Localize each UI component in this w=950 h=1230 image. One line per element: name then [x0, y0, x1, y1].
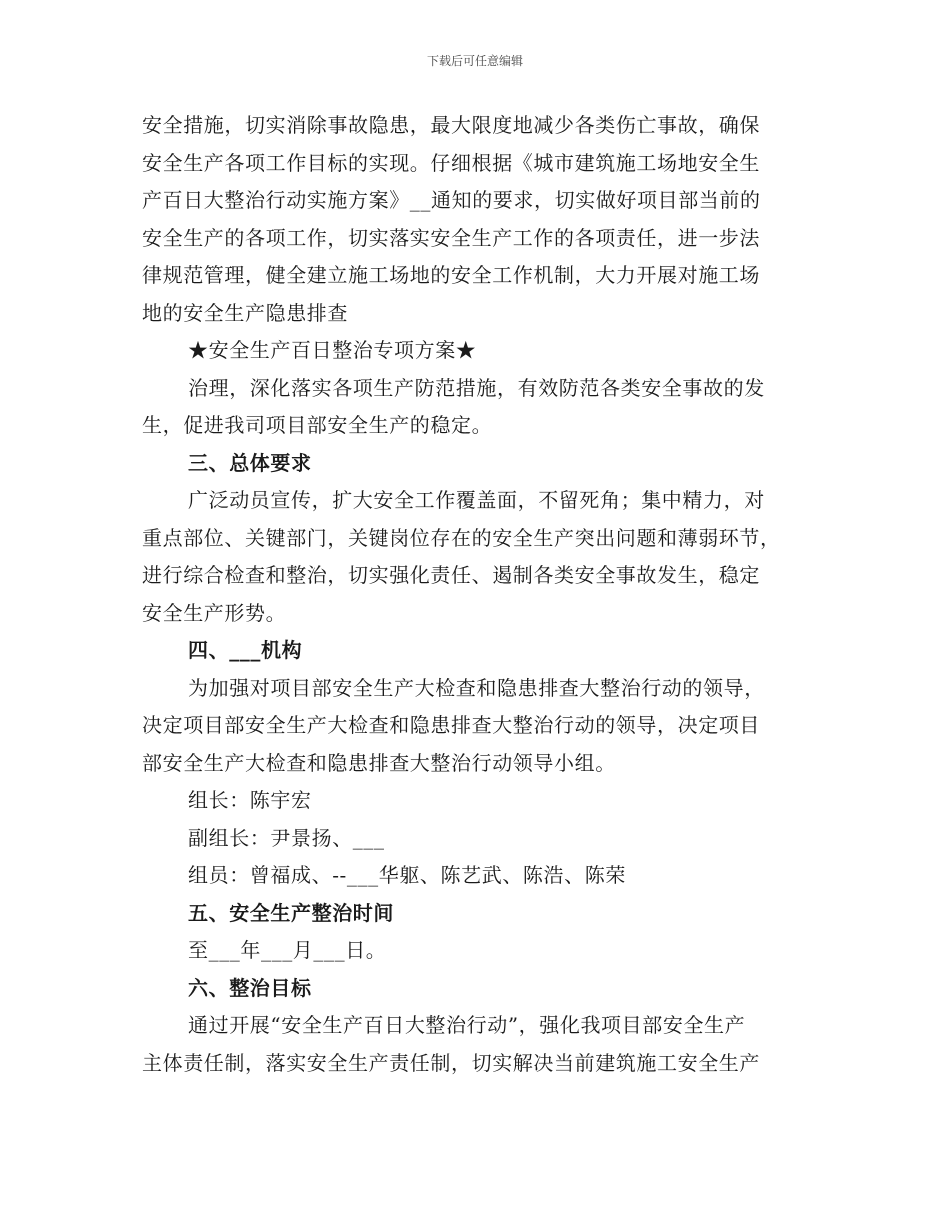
text-line: 重点部位、关键部门，关键岗位存在的安全生产突出问题和薄弱环节，: [142, 525, 781, 550]
document-body: [142, 107, 814, 1082]
text-line: 决定项目部安全生产大检查和隐患排查大整治行动的领导，决定项目: [142, 713, 760, 737]
paragraph-1: [142, 107, 814, 332]
star-title: ★安全生产百日整治专项方案★: [188, 338, 477, 362]
text-line: 主体责任制，落实安全生产责任制，切实解决当前建筑施工安全生产: [142, 1050, 760, 1075]
text-line: 律规范管理，健全建立施工场地的安全工作机制，大力开展对施工场: [142, 263, 760, 287]
leader-line: 组长：陈宇宏: [188, 788, 312, 812]
text-line: 生，促进我司项目部安全生产的稳定。: [142, 413, 493, 437]
paragraph-2: [142, 370, 814, 445]
text-line: 安全生产形势。: [142, 600, 287, 625]
text-line: 安全生产各项工作目标的实现。仔细根据《城市建筑施工场地安全生: [142, 150, 760, 175]
paragraph-4: [142, 670, 814, 783]
text-line: 部安全生产大检查和隐患排查大整治行动领导小组。: [142, 750, 616, 775]
section-3-heading: 三、总体要求: [188, 450, 312, 475]
text-line: 治理，深化落实各项生产防范措施，有效防范各类安全事故的发: [188, 375, 765, 400]
time-line: 至___年___月___日。: [188, 938, 387, 962]
text-line: 为加强对项目部安全生产大检查和隐患排查大整治行动的领导，: [188, 675, 765, 700]
text-line: 安全措施，切实消除事故隐患，最大限度地减少各类伤亡事故，确保: [142, 113, 760, 137]
text-line: 地的安全生产隐患排查: [142, 300, 348, 325]
deputy-leader-line: 副组长：尹景扬、___: [188, 825, 385, 850]
text-line: 广泛动员宣传，扩大安全工作覆盖面，不留死角；集中精力，对: [188, 488, 765, 512]
paragraph-6: [142, 1007, 814, 1082]
text-line: 安全生产的各项工作，切实落实安全生产工作的各项责任，进一步法: [142, 225, 760, 250]
text-line: 进行综合检查和整治，切实强化责任、遏制各类安全事故发生，稳定: [142, 563, 760, 587]
page-header-note: 下载后可任意编辑: [426, 54, 523, 68]
text-line: 通过开展“安全生产百日大整治行动”，强化我项目部安全生产: [188, 1013, 746, 1037]
text-line: 产百日大整治行动实施方案》__通知的要求，切实做好项目部当前的: [142, 188, 761, 212]
section-6-heading: 六、整治目标: [188, 975, 312, 1000]
paragraph-3: [142, 482, 814, 632]
members-line: 组员：曾福成、--___华躯、陈艺武、陈浩、陈荣: [188, 863, 626, 887]
section-5-heading: 五、安全生产整治时间: [188, 900, 394, 925]
section-4-heading: 四、___机构: [188, 638, 303, 662]
